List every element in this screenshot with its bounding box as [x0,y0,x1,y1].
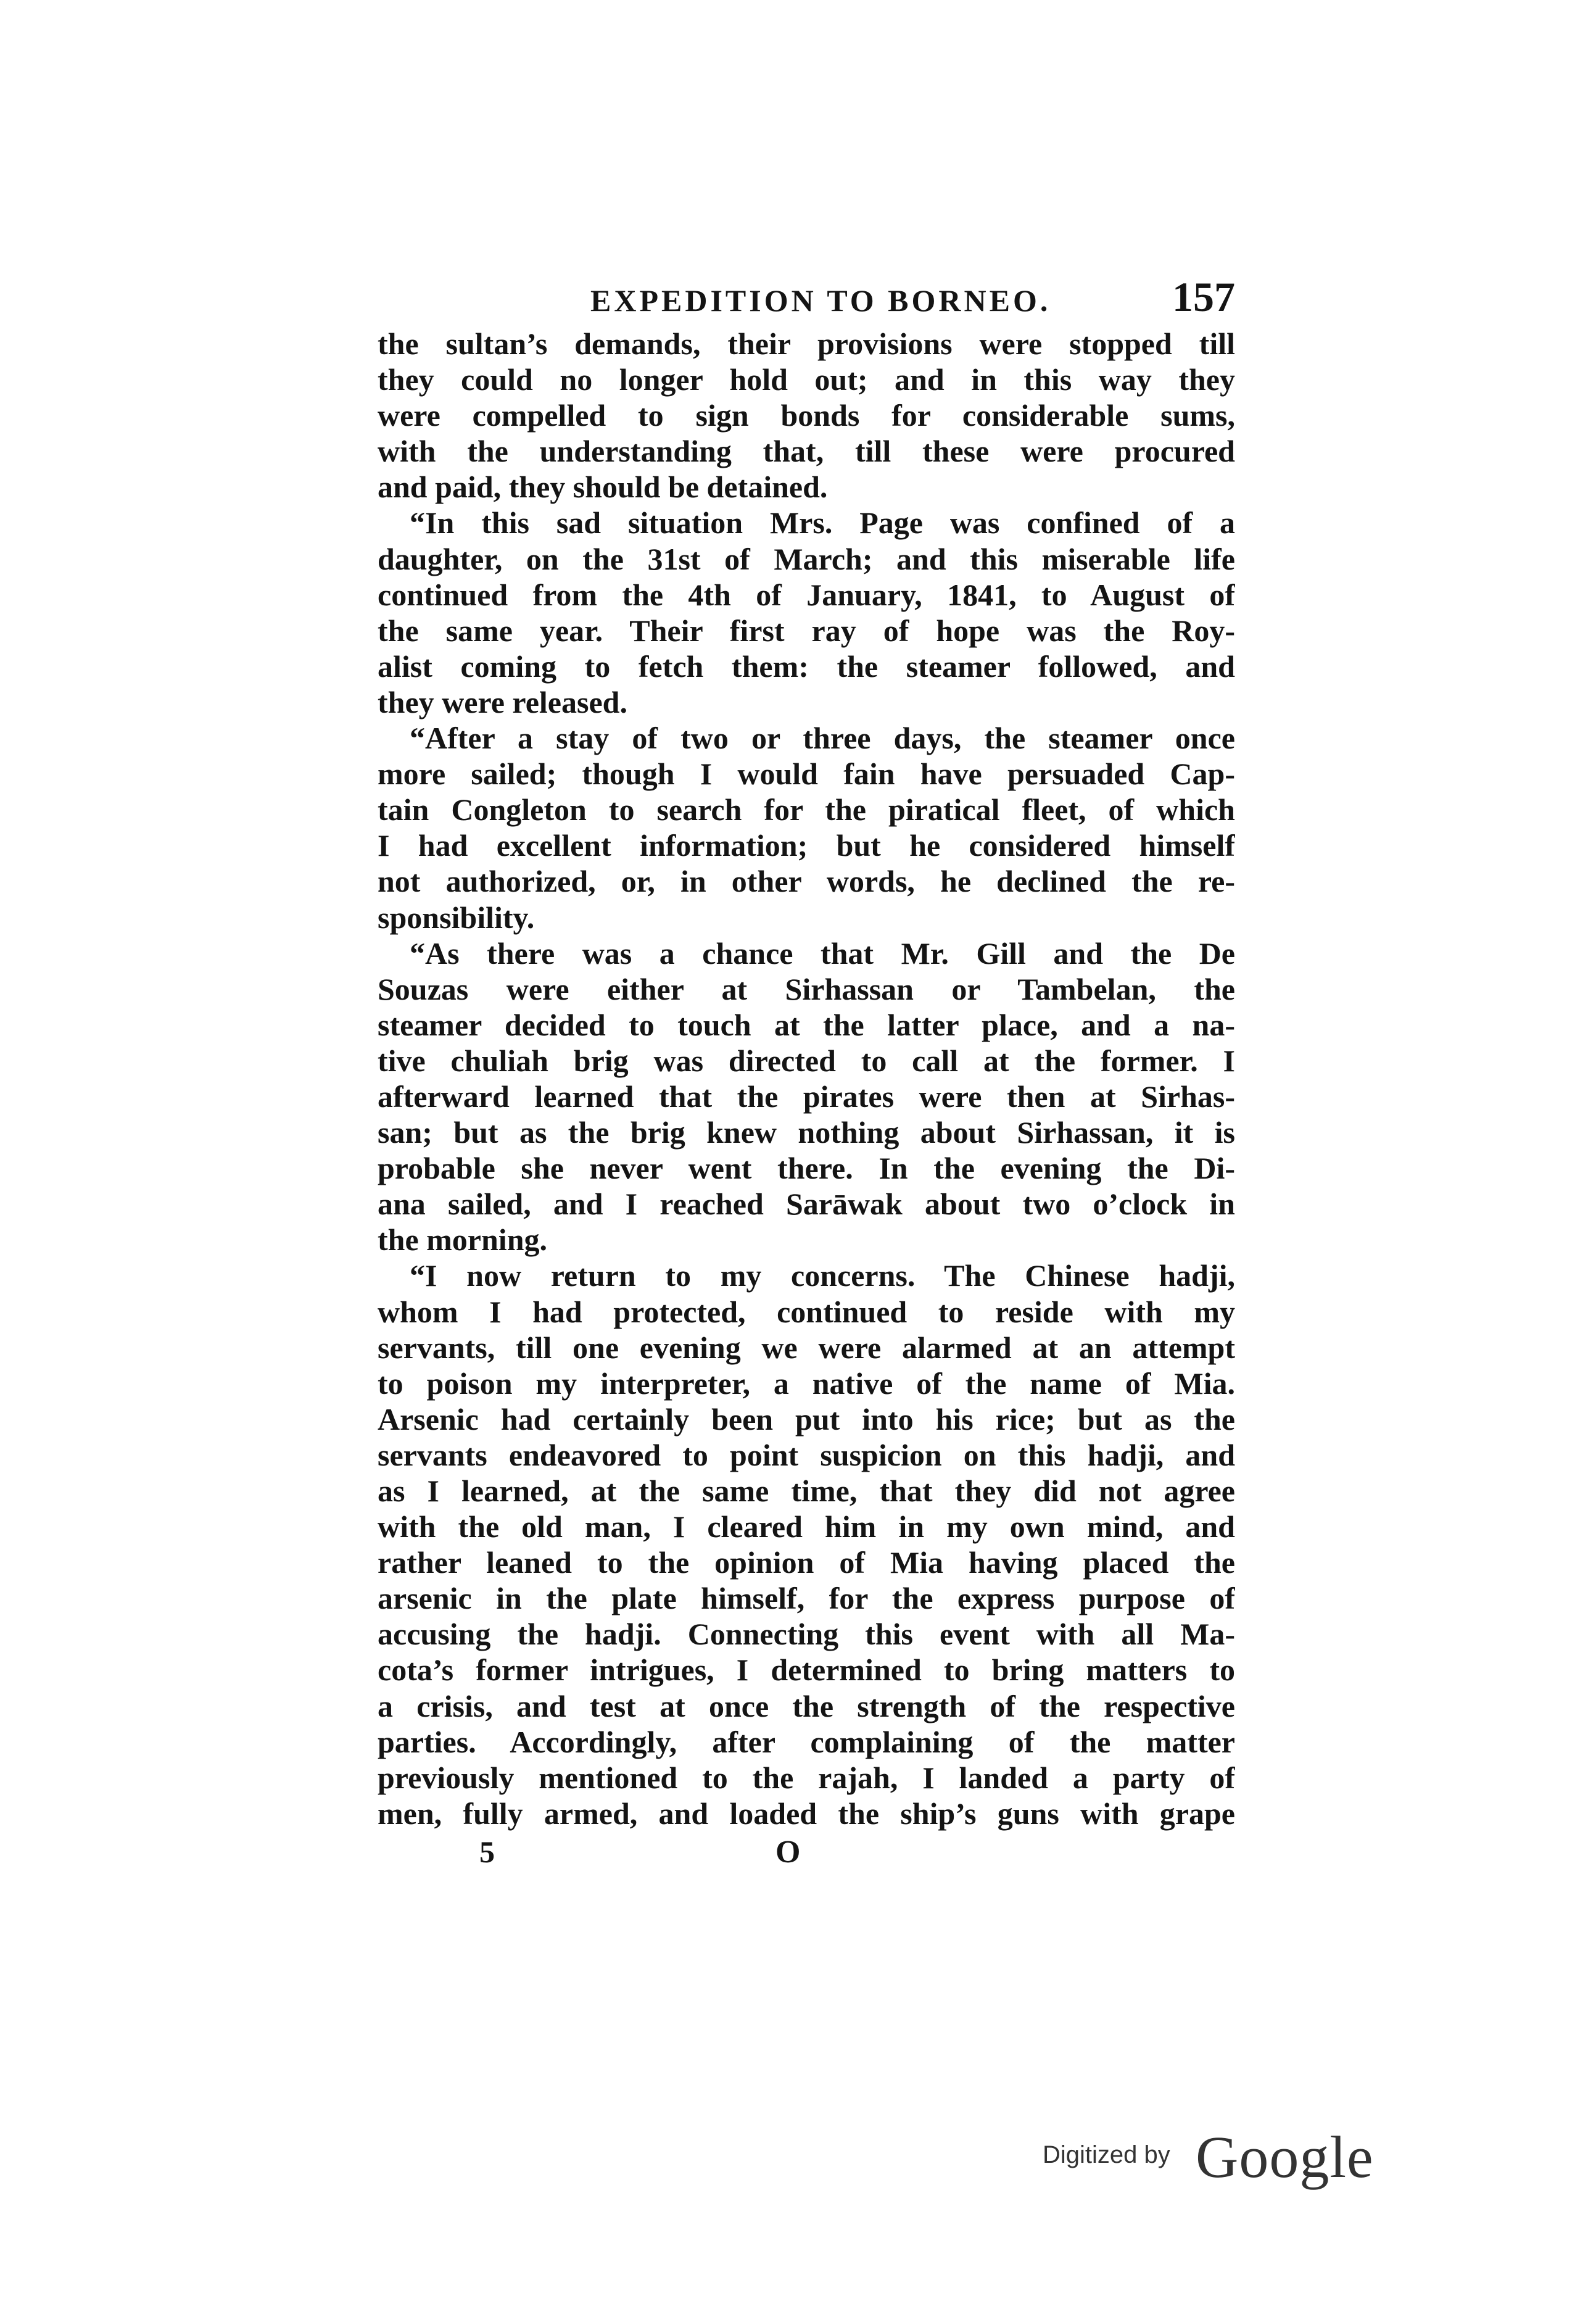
text-line: san; but as the brig knew nothing about Sirhassan, it is [378,1115,1235,1150]
text-line: ana sailed, and I reached Sarāwak about two o’clock in [378,1187,1235,1222]
digitized-watermark [1043,2123,1388,2190]
text-line: they could no longer hold out; and in this way they [378,362,1235,397]
text-line: tain Congleton to search for the piratical fleet, of which [378,792,1235,827]
watermark-prefix: Digitized by [1043,2141,1170,2168]
text-line: sponsibility. [378,900,535,935]
signature-number: 5 [479,1835,495,1869]
text-line: probable she never went there. In the evening the Di- [378,1151,1235,1186]
text-line: Souzas were either at Sirhassan or Tambelan, the [378,971,1235,1006]
running-head [378,272,1235,321]
text-line: accusing the hadji. Connecting this event with all Ma- [378,1617,1235,1652]
text-line: and paid, they should be detained. [378,470,828,505]
text-line: they were released. [378,684,627,719]
signature-letter: O [775,1835,801,1870]
text-line: continued from the 4th of January, 1841, to August of [378,577,1235,612]
text-line: to poison my interpreter, a native of the name of Mia. [378,1366,1235,1401]
text-line: I had excellent information; but he considered himself [378,828,1235,863]
text-line: rather leaned to the opinion of Mia having placed the [378,1545,1235,1580]
text-line: the morning. [378,1222,547,1258]
body-text [378,326,1235,1831]
google-logo: Google [1196,2124,1374,2190]
text-line: afterward learned that the pirates were then at Sirhas- [378,1079,1235,1114]
text-line: servants, till one evening we were alarmed at an attempt [378,1330,1235,1365]
running-title: EXPEDITION TO BORNEO. [590,283,1051,318]
text-line: with the understanding that, till these were procured [378,434,1235,469]
paragraph-start-line: “As there was a chance that Mr. Gill and the De [410,935,1235,971]
text-line: the sultan’s demands, their provisions were stopped till [378,326,1235,361]
text-line: more sailed; though I would fain have persuaded Cap- [378,757,1235,792]
text-line: alist coming to fetch them: the steamer followed, and [378,649,1235,684]
text-line: Arsenic had certainly been put into his rice; but as the [378,1401,1235,1437]
text-line: were compelled to sign bonds for considerable sums, [378,398,1235,433]
page-number: 157 [1172,273,1235,320]
text-line: with the old man, I cleared him in my own mind, and [378,1509,1235,1545]
text-line: parties. Accordingly, after complaining of the matter [378,1724,1235,1759]
text-line: servants endeavored to point suspicion on this hadji, and [378,1437,1235,1472]
text-line: cota’s former intrigues, I determined to bring matters to [378,1652,1235,1688]
paragraph-start-line: “In this sad situation Mrs. Page was confined of a [410,505,1235,541]
text-line: men, fully armed, and loaded the ship’s guns with grape [378,1796,1235,1831]
text-line: as I learned, at the same time, that they did not agree [378,1474,1235,1508]
text-line: the same year. Their first ray of hope was the Roy- [378,613,1235,648]
text-line: whom I had protected, continued to reside with my [378,1294,1235,1329]
text-line: daughter, on the 31st of March; and this miserable life [378,541,1235,576]
text-line: previously mentioned to the rajah, I landed a party of [378,1760,1235,1795]
signature-marks [378,1834,1235,1877]
text-line: not authorized, or, in other words, he declined the re- [378,864,1235,899]
text-line: arsenic in the plate himself, for the express purpose of [378,1581,1235,1616]
text-line: a crisis, and test at once the strength of the respective [378,1688,1235,1723]
paragraph-start-line: “After a stay of two or three days, the steamer once [410,721,1235,756]
text-line: steamer decided to touch at the latter place, and a na- [378,1007,1235,1042]
paragraph-start-line: “I now return to my concerns. The Chinese hadji, [410,1258,1235,1293]
text-line: tive chuliah brig was directed to call at the former. I [378,1043,1235,1078]
